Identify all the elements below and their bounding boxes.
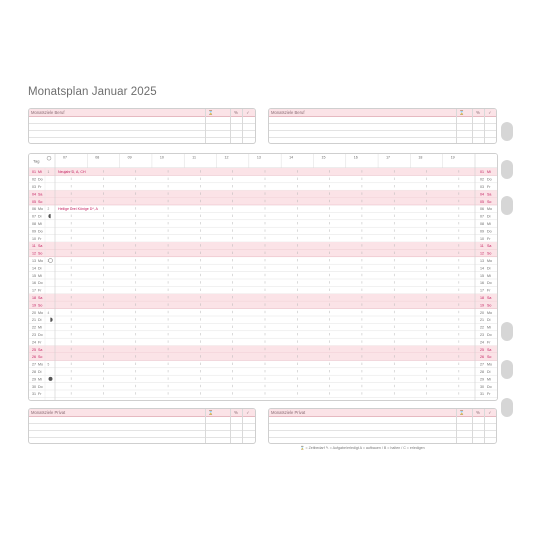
day-number: 06 [32, 207, 36, 212]
week-number: 2 [47, 207, 50, 212]
weekday-label: Sa [38, 347, 43, 352]
weekday-label-right: Mi [487, 222, 491, 226]
register-tab[interactable] [501, 398, 513, 417]
day-number-right: 06 [480, 207, 484, 212]
hour-label: 09 [127, 155, 132, 160]
day-number: 21 [32, 318, 36, 323]
weekday-label-right: Fr [487, 288, 491, 293]
weekday-label: Do [38, 281, 43, 286]
hour-label: 12 [224, 155, 229, 160]
weekday-label-right: Do [487, 229, 492, 234]
day-number-right: 23 [480, 333, 484, 337]
day-number: 13 [32, 259, 36, 263]
weekend-row-fill [29, 294, 497, 301]
day-number-right: 18 [480, 296, 484, 300]
divider [472, 109, 473, 143]
weekday-label-right: Di [487, 370, 491, 374]
weekday-label-right: Mi [487, 170, 491, 175]
weekend-row-fill [29, 301, 497, 308]
day-number-right: 27 [480, 362, 484, 367]
weekday-label: Fr [38, 288, 42, 293]
legend: ⌛ = Zeitbedarf ✎ = Aufgabe/erledigt A = aufbauen / B = halten / C = erledigen [300, 446, 425, 450]
check-icon: ✓ [246, 410, 250, 415]
goal-line[interactable] [29, 423, 255, 424]
weekday-label: Mi [38, 273, 42, 278]
weekday-label-right: Mi [487, 273, 491, 278]
week-number: 5 [47, 362, 50, 367]
weekday-label: Do [38, 229, 43, 234]
day-number: 25 [32, 347, 36, 352]
hour-label: 19 [450, 155, 455, 160]
weekday-label: Sa [38, 244, 43, 249]
hour-label: 10 [159, 155, 164, 160]
day-number: 23 [32, 333, 36, 337]
day-number: 27 [32, 362, 36, 367]
day-number: 05 [32, 199, 36, 204]
hourglass-icon: ⌛ [459, 410, 465, 415]
day-number-right: 08 [480, 222, 484, 226]
goals-work-left-label: Monatsziele Beruf [31, 110, 65, 115]
register-tab[interactable] [501, 322, 513, 341]
weekend-row-fill [29, 198, 497, 205]
weekend-row-fill [29, 190, 497, 197]
day-number-right: 30 [480, 384, 484, 389]
weekday-label-right: Mi [487, 377, 491, 382]
weekday-label-right: Di [487, 266, 491, 271]
day-number-right: 10 [480, 236, 484, 241]
weekday-label: Fr [38, 236, 42, 241]
day-number-right: 02 [480, 177, 484, 182]
divider [205, 109, 206, 143]
weekday-label: Di [38, 214, 42, 219]
weekday-label: Mi [38, 170, 42, 175]
day-number-right: 09 [480, 229, 484, 234]
event-label: Neujahr D, A, CH [58, 170, 86, 175]
day-number: 22 [32, 325, 36, 330]
weekday-label-right: Sa [487, 192, 492, 197]
weekday-label-right: Fr [487, 185, 491, 189]
weekday-label: Do [38, 177, 43, 182]
task-icon: % [234, 410, 238, 415]
day-number: 16 [32, 281, 36, 286]
day-number-right: 14 [480, 266, 484, 271]
day-number: 02 [32, 177, 36, 182]
month-grid[interactable] [28, 153, 498, 401]
day-number-right: 01 [480, 170, 484, 175]
goals-work-left-header [29, 109, 255, 117]
weekday-label-right: Mo [487, 207, 492, 212]
event-label: Heilige Drei Könige D*, A [58, 207, 98, 212]
register-tab[interactable] [501, 360, 513, 379]
weekday-label-right: Do [487, 333, 492, 337]
new-moon-icon [49, 377, 53, 381]
hourglass-icon: ⌛ [459, 110, 465, 115]
goal-line[interactable] [269, 123, 496, 124]
weekday-label-right: So [487, 303, 492, 308]
goal-line[interactable] [269, 130, 496, 131]
day-number: 24 [32, 340, 36, 345]
day-number: 01 [32, 170, 36, 175]
weekday-label-right: Do [487, 177, 492, 182]
day-number-right: 15 [480, 273, 484, 278]
register-tab[interactable] [501, 196, 513, 215]
weekday-label-right: So [487, 199, 492, 204]
weekday-label-right: Mo [487, 310, 492, 315]
weekday-label: Fr [38, 185, 42, 189]
weekday-label: So [38, 355, 43, 360]
register-tab[interactable] [501, 160, 513, 179]
day-number-right: 04 [480, 192, 484, 197]
weekday-label: So [38, 251, 43, 256]
goal-line[interactable] [29, 123, 255, 124]
weekday-label-right: Sa [487, 347, 492, 352]
weekend-row-fill [29, 249, 497, 256]
weekend-row-fill [29, 353, 497, 360]
weekend-row-fill [29, 346, 497, 353]
weekday-label: Fr [38, 340, 42, 345]
check-icon: ✓ [488, 110, 492, 115]
day-number-right: 31 [480, 392, 484, 397]
hour-label: 13 [256, 155, 261, 160]
weekday-label: Mo [38, 362, 43, 367]
divider [484, 109, 485, 143]
weekday-label: Do [38, 333, 43, 337]
goal-line[interactable] [29, 437, 255, 438]
day-number: 11 [32, 244, 36, 249]
hourglass-icon: ⌛ [208, 410, 214, 415]
day-number: 29 [32, 377, 36, 382]
day-number-right: 16 [480, 281, 484, 286]
goal-line[interactable] [269, 137, 496, 138]
day-number-right: 05 [480, 199, 484, 204]
task-icon: % [476, 110, 480, 115]
day-number: 26 [32, 355, 36, 360]
weekday-label: Mo [38, 310, 43, 315]
goal-line[interactable] [29, 430, 255, 431]
last-quarter-moon-icon [51, 318, 53, 322]
goals-work-left[interactable] [28, 108, 256, 144]
weekday-label-right: Di [487, 318, 491, 323]
goals-private-left-label: Monatsziele Privat [31, 410, 66, 415]
day-number-right: 07 [480, 214, 484, 219]
day-number: 31 [32, 392, 36, 397]
weekday-label: Do [38, 384, 43, 389]
check-icon: ✓ [488, 410, 492, 415]
weekday-label-right: Mi [487, 325, 491, 330]
weekend-row-fill [29, 242, 497, 249]
weekday-label: Fr [38, 392, 42, 397]
day-number: 14 [32, 266, 36, 271]
divider [456, 409, 457, 443]
weekend-row-fill [29, 168, 497, 175]
weekday-label-right: Mo [487, 259, 492, 263]
goal-line[interactable] [29, 130, 255, 131]
divider [242, 109, 243, 143]
weekday-label-right: Fr [487, 392, 491, 397]
hour-label: 17 [386, 155, 391, 160]
day-number: 03 [32, 185, 36, 189]
hour-label: 07 [63, 155, 67, 160]
day-number: 09 [32, 229, 36, 234]
day-number: 17 [32, 288, 36, 293]
weekday-label: Sa [38, 192, 43, 197]
week-number: 4 [47, 310, 50, 315]
day-number-right: 12 [480, 251, 484, 256]
weekday-label: Di [38, 318, 42, 323]
first-quarter-moon-icon [49, 214, 51, 218]
task-icon: % [476, 410, 480, 415]
weekday-label-right: Sa [487, 296, 492, 300]
weekday-label: Mi [38, 325, 42, 330]
hour-label: 11 [192, 155, 196, 160]
day-number: 18 [32, 296, 36, 300]
weekday-label: So [38, 199, 43, 204]
goals-private-left-header [29, 409, 255, 417]
divider [242, 409, 243, 443]
weekday-label-right: Mo [487, 362, 492, 367]
divider [230, 409, 231, 443]
goals-private-right-header [269, 409, 496, 417]
day-number-right: 13 [480, 259, 484, 263]
goal-line[interactable] [269, 430, 496, 431]
day-number: 04 [32, 192, 36, 197]
weekday-label: Mo [38, 259, 43, 263]
weekday-label: Di [38, 266, 42, 271]
weekday-label-right: Sa [487, 244, 492, 249]
weekday-label: Mi [38, 222, 42, 226]
goal-line[interactable] [269, 437, 496, 438]
weekday-label-right: Do [487, 384, 492, 389]
goals-work-right-label: Monatsziele Beruf [271, 110, 305, 115]
day-number-right: 29 [480, 377, 484, 382]
day-number-right: 26 [480, 355, 484, 360]
day-number-right: 22 [480, 325, 484, 330]
weekday-label-right: Fr [487, 236, 491, 241]
day-number: 28 [32, 370, 36, 374]
day-number-right: 28 [480, 370, 484, 374]
hour-label: 15 [321, 155, 326, 160]
day-number: 15 [32, 273, 36, 278]
hour-label: 14 [289, 155, 294, 160]
day-number-right: 11 [480, 244, 484, 249]
weekday-label-right: Do [487, 281, 492, 286]
day-number: 19 [32, 303, 36, 308]
register-tab[interactable] [501, 122, 513, 141]
check-icon: ✓ [246, 110, 250, 115]
goal-line[interactable] [29, 137, 255, 138]
divider [230, 109, 231, 143]
hour-label: 08 [95, 155, 100, 160]
hourglass-icon: ⌛ [208, 110, 214, 115]
weekday-label-right: Fr [487, 340, 491, 345]
goals-private-right[interactable] [268, 408, 497, 444]
week-number: 1 [47, 170, 50, 175]
day-number-right: 17 [480, 288, 484, 293]
goals-private-left[interactable] [28, 408, 256, 444]
month-grid-svg [29, 154, 497, 400]
divider [484, 409, 485, 443]
day-number-right: 24 [480, 340, 484, 345]
goal-line[interactable] [269, 423, 496, 424]
day-number: 30 [32, 384, 36, 389]
divider [205, 409, 206, 443]
weekday-label: So [38, 303, 43, 308]
weekday-label-right: So [487, 251, 492, 256]
day-number-right: 25 [480, 347, 484, 352]
weekday-label-right: So [487, 355, 492, 360]
weekday-label: Di [38, 370, 42, 374]
full-moon-icon [49, 259, 53, 263]
day-number: 10 [32, 236, 36, 241]
day-number: 07 [32, 214, 36, 219]
day-number: 20 [32, 310, 36, 315]
day-number-right: 19 [480, 303, 484, 308]
day-number-right: 03 [480, 185, 484, 189]
day-number: 08 [32, 222, 36, 226]
task-icon: % [234, 110, 238, 115]
weekday-label: Mo [38, 207, 43, 212]
goals-private-right-label: Monatsziele Privat [271, 410, 306, 415]
day-number-right: 21 [480, 318, 484, 323]
divider [456, 109, 457, 143]
hour-label: 16 [353, 155, 358, 160]
weekday-label-right: Di [487, 214, 491, 219]
tag-header-label: Tag [33, 158, 40, 164]
day-number-right: 20 [480, 310, 484, 315]
day-number: 12 [32, 251, 36, 256]
weekday-label: Sa [38, 296, 43, 300]
goals-work-right-header [269, 109, 496, 117]
hour-label: 18 [418, 155, 423, 160]
weekday-label: Mi [38, 377, 42, 382]
page-title: Monatsplan Januar 2025 [28, 86, 157, 98]
goals-work-right[interactable] [268, 108, 497, 144]
divider [472, 409, 473, 443]
